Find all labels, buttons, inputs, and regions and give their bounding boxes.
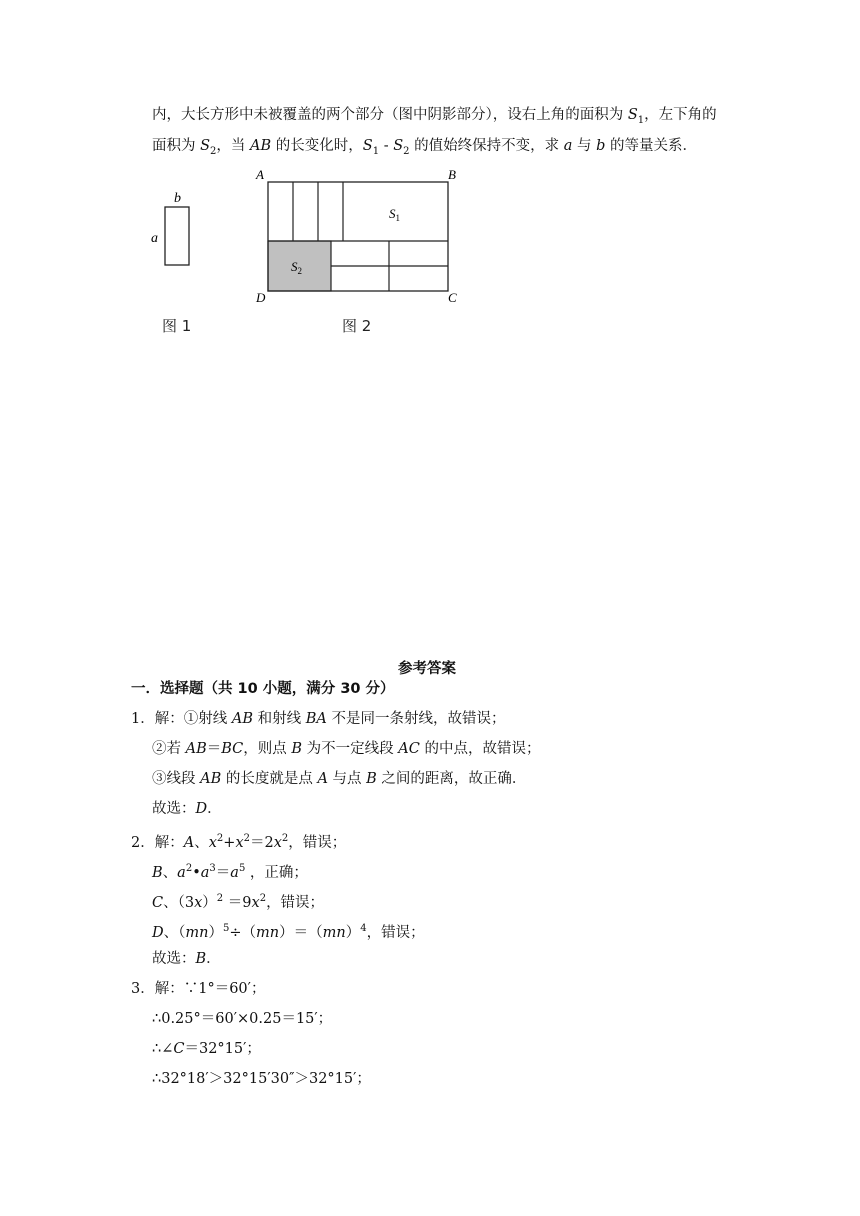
label-a: a — [151, 231, 158, 246]
q2-line-4: D、（mn）$^5$÷（mn）＝（mn）$^4$，错误； — [152, 923, 425, 941]
q1-line-2: ②若 AB＝BC，则点 B 为不一定线段 AC 的中点，故错误； — [152, 741, 541, 757]
q2-line-3: C、$(3x)^2 =9x^2$，错误； — [152, 893, 325, 911]
q3-line-2: ∴0.25°＝60′×0.25＝15′； — [152, 1011, 333, 1027]
q3-line-4: ∴32°18′＞32°15′30″＞32°15′； — [152, 1071, 371, 1087]
figure-2-caption: 图 2 — [342, 317, 372, 335]
q1-line-1: 1．解：①射线 AB 和射线 BA 不是同一条射线，故错误； — [131, 711, 506, 727]
vertex-A: A — [256, 167, 264, 182]
label-s2: $S_2$ — [291, 259, 302, 276]
q2-line-2: B、$a^2•a^3=a^5$ ，正确； — [152, 863, 308, 881]
problem-line-2: 面积为 $S_2$，当 AB 的长变化时，$S_1 - S_2$ 的值始终保持不变，求 a 与 b 的等量关系． — [152, 138, 698, 157]
q3-line-3: ∴∠C＝32°15′； — [152, 1041, 261, 1057]
q1-line-4: 故选：D． — [152, 801, 222, 817]
q2-line-1: 2．解：A、$x^2+x^2=2x^2$，错误； — [131, 833, 347, 851]
label-s1: $S_1$ — [389, 206, 400, 223]
problem-line-1: 内，大长方形中未被覆盖的两个部分（图中阴影部分），设右上角的面积为 $S_1$，左下角的 — [152, 107, 717, 126]
answers-title: 参考答案 — [398, 661, 456, 677]
section-heading: 一．选择题（共 10 小题，满分 30 分） — [131, 681, 395, 697]
vertex-D: D — [256, 290, 266, 305]
figure-1 — [148, 185, 208, 280]
q3-line-1: 3．解：∵1°＝60′； — [131, 981, 266, 997]
figure-2 — [250, 162, 470, 310]
q1-line-3: ③线段 AB 的长度就是点 A 与点 B 之间的距离，故正确． — [152, 771, 527, 787]
vertex-C: C — [448, 290, 457, 305]
figure-1-caption: 图 1 — [162, 317, 192, 335]
small-rectangle — [165, 207, 189, 265]
label-b: b — [174, 191, 181, 206]
vertex-B: B — [448, 167, 456, 182]
q2-line-5: 故选：B． — [152, 951, 221, 967]
